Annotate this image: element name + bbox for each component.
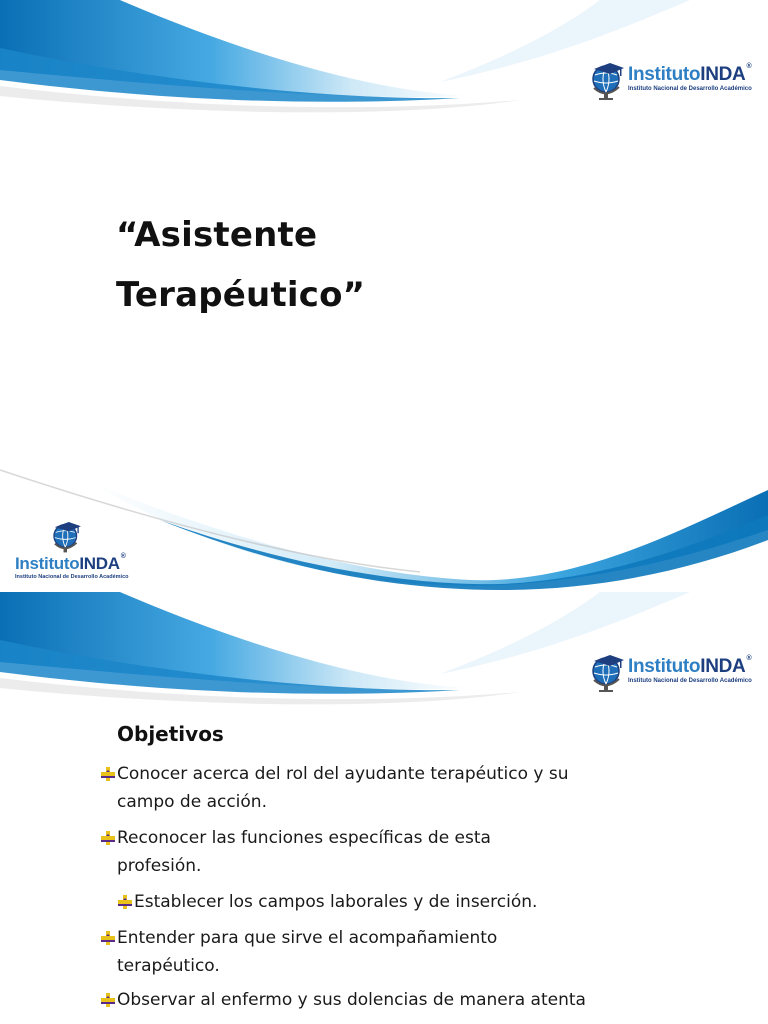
objective-item [134,888,537,916]
objective-line-1: Conocer acerca del rol del ayudante terapéutico y su [117,764,569,784]
objective-line-1: Observar al enfermo y sus dolencias de manera atenta [117,990,586,1010]
institutoinda-logo-top [590,55,752,101]
arrow-bullet-icon [100,830,116,846]
objective-item [117,824,491,880]
objective-line-2: campo de acción. [117,792,267,812]
brand-inda: INDA [700,656,746,677]
globe-graduation-cap-icon [590,55,626,101]
objective-line-1: Establecer los campos laborales y de inserción. [134,892,538,912]
arrow-bullet-icon [100,766,116,782]
title-line-1: “Asistente [116,215,318,255]
globe-graduation-cap-icon [50,515,84,555]
slide-title-text [116,205,365,325]
registered-mark: ® [746,655,752,662]
logo-subtitle: Instituto Nacional de Desarrollo Académico [628,678,752,684]
brand-instituto: Instituto [628,64,701,85]
objective-line-1: Entender para que sirve el acompañamiento [117,928,498,948]
globe-graduation-cap-icon [590,647,626,693]
institutoinda-logo-bottom [15,515,129,580]
brand-inda: INDA [700,64,746,85]
arrow-bullet-icon [100,992,116,1008]
brand-inda: INDA [79,554,120,573]
objective-line-2: terapéutico. [117,956,220,976]
logo-subtitle: Instituto Nacional de Desarrollo Académico [15,574,129,580]
objective-line-1: Reconocer las funciones específicas de esta [117,828,491,848]
slide-objectives [0,592,768,1024]
title-line-2: Terapéutico” [116,275,366,315]
institutoinda-logo-top [590,647,752,693]
arrow-bullet-icon [100,930,116,946]
registered-mark: ® [746,63,752,70]
objective-item [117,924,497,980]
brand-instituto: Instituto [628,656,701,677]
logo-subtitle: Instituto Nacional de Desarrollo Académico [628,86,752,92]
objective-line-2: profesión. [117,856,202,876]
arrow-bullet-icon [117,894,133,910]
registered-mark: ® [120,553,126,560]
objectives-heading: Objetivos [117,722,224,746]
objective-item [117,986,586,1014]
brand-instituto: Instituto [15,554,80,573]
objective-item [117,760,569,816]
